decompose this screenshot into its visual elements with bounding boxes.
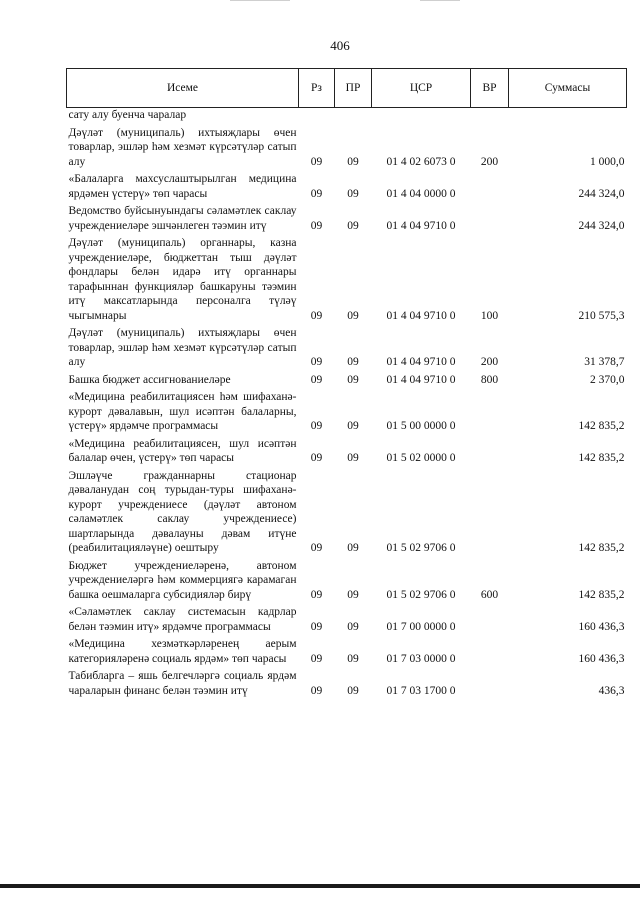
row-rz: 09 xyxy=(310,652,323,665)
row-sum xyxy=(509,108,627,124)
row-rz: 09 xyxy=(310,373,323,386)
row-csr: 01 7 03 1700 0 xyxy=(386,684,456,697)
row-pr: 09 xyxy=(347,684,359,697)
row-pr: 09 xyxy=(347,219,359,232)
table-row xyxy=(67,635,627,667)
row-vr xyxy=(471,635,509,667)
row-name: «Балаларга махсуслаштырылган медицина ярдәмен үстерү» төп чарасы xyxy=(68,173,297,200)
column-header-pr: ПР xyxy=(335,69,372,108)
row-vr xyxy=(471,202,509,234)
column-header-csr: ЦСР xyxy=(372,69,471,108)
row-vr xyxy=(471,467,509,557)
table-row xyxy=(67,667,627,699)
budget-table xyxy=(66,68,627,699)
row-csr: 01 4 02 6073 0 xyxy=(386,155,456,168)
row-rz: 09 xyxy=(310,620,323,633)
row-vr: 200 xyxy=(480,155,499,168)
row-sum: 436,3 xyxy=(598,684,625,697)
row-sum: 244 324,0 xyxy=(578,187,625,200)
row-rz: 09 xyxy=(310,452,323,464)
row-name: «Медицина хезмәткәрләренең аерым категорияләренә социаль ярдәм» төп чарасы xyxy=(68,638,297,665)
row-vr: 100 xyxy=(480,309,499,322)
table-row xyxy=(67,603,627,635)
table-row xyxy=(67,108,627,124)
column-header-vr: ВР xyxy=(471,69,509,108)
table-row xyxy=(67,202,627,234)
row-csr: 01 7 00 0000 0 xyxy=(386,620,456,633)
row-pr: 09 xyxy=(347,652,359,665)
table-row xyxy=(67,371,627,389)
column-header-name: Исеме xyxy=(67,69,299,108)
row-sum: 244 324,0 xyxy=(578,219,625,232)
table-row xyxy=(67,170,627,202)
row-rz xyxy=(299,108,335,124)
row-pr: 09 xyxy=(347,588,359,601)
row-sum: 142 835,2 xyxy=(578,588,625,601)
row-name: «Медицина реабилитациясен, шул исәптән балалар өчен, үстерү» төп чарасы xyxy=(68,437,297,464)
table-row xyxy=(67,124,627,171)
row-pr: 09 xyxy=(347,620,359,633)
column-header-sum: Суммасы xyxy=(509,69,627,108)
row-csr: 01 4 04 0000 0 xyxy=(386,187,456,200)
row-name: Ведомство буйсынуындагы сәламәтлек саклау учреждениеләре эшчәнлеген тәэмин итү xyxy=(68,205,297,232)
row-csr: 01 5 02 9706 0 xyxy=(386,588,456,601)
row-pr: 09 xyxy=(347,187,359,200)
row-pr: 09 xyxy=(347,452,359,464)
row-name: «Медицина реабилитациясен һәм шифаханә-курорт дәвалавын, шул исәптән балаларны, үстерү» ярдәмче программасы xyxy=(68,391,297,432)
row-rz: 09 xyxy=(310,684,323,697)
row-rz: 09 xyxy=(310,420,323,432)
table-row xyxy=(67,234,627,324)
row-csr: 01 4 04 9710 0 xyxy=(386,373,456,386)
row-name: Табибларга – яшь белгечләргә социаль ярдәм чараларын финанс белән тәэмин итү xyxy=(68,670,297,697)
table-row xyxy=(67,435,627,467)
row-name: Дәүләт (муниципаль) органнары, казна учреждениеләре, бюджеттан тыш дәүләт фондлары белән идарә итү органнары тарафыннан функцияләр башкаруны тәэмин итү максатларында персоналга түләү чыгымнары xyxy=(68,237,297,322)
row-name: сату алу буенча чаралар xyxy=(68,109,187,121)
row-sum: 1 000,0 xyxy=(590,155,625,168)
row-vr: 600 xyxy=(480,588,499,601)
table-header-row xyxy=(67,69,627,108)
row-csr: 01 5 02 0000 0 xyxy=(386,452,456,464)
row-pr: 09 xyxy=(347,155,359,168)
row-name: Башка бюджет ассигнованиеләре xyxy=(68,373,231,386)
column-header-rz: Рз xyxy=(299,69,335,108)
row-csr xyxy=(372,108,471,124)
row-sum: 160 436,3 xyxy=(578,620,625,633)
row-vr: 200 xyxy=(480,356,499,368)
row-rz: 09 xyxy=(310,542,323,554)
row-rz: 09 xyxy=(310,219,323,232)
row-vr xyxy=(471,108,509,124)
row-rz: 09 xyxy=(310,309,323,322)
bottom-border-rule xyxy=(0,884,640,888)
row-csr: 01 7 03 0000 0 xyxy=(386,652,456,665)
row-name: Бюджет учреждениеләренә, автоном учреждениеләргә һәм коммерциягә карамаган башка оешмаларга субсидияләр бирү xyxy=(68,559,297,601)
row-csr: 01 5 00 0000 0 xyxy=(386,420,456,432)
row-name: Дәүләт (муниципаль) ихтыяҗлары өчен товарлар, эшләр һәм хезмәт күрсәтүләр сатып алу xyxy=(68,126,297,168)
table-row xyxy=(67,388,627,435)
row-sum: 142 835,2 xyxy=(578,542,625,554)
table-row xyxy=(67,557,627,604)
row-pr: 09 xyxy=(347,356,359,368)
row-pr: 09 xyxy=(347,542,359,554)
row-rz: 09 xyxy=(310,187,323,200)
row-rz: 09 xyxy=(310,588,323,601)
row-vr xyxy=(471,603,509,635)
row-pr: 09 xyxy=(347,420,359,432)
row-sum: 142 835,2 xyxy=(578,420,625,432)
row-vr: 800 xyxy=(480,373,499,386)
page-number: 406 xyxy=(330,38,350,53)
table-row xyxy=(67,324,627,371)
row-vr xyxy=(471,388,509,435)
row-sum: 160 436,3 xyxy=(578,652,625,665)
row-name: Дәүләт (муниципаль) ихтыяҗлары өчен товарлар, эшләр һәм хезмәт күрсәтүләр сатып алу xyxy=(68,327,297,368)
row-name: Эшләүче гражданнарны стационар дәваланудан соң турыдан-туры шифаханә-курорт учреждениесе (дәүләт автоном сәламәтлек саклау учреждениесе) шартларында дәвалауны дәвам итүне (реабилитацияләүне) оештыру xyxy=(68,469,297,554)
row-pr xyxy=(335,108,372,124)
row-sum: 31 378,7 xyxy=(584,356,625,368)
row-name: «Сәламәтлек саклау системасын кадрлар белән тәэмин итү» ярдәмче программасы xyxy=(68,606,297,633)
row-csr: 01 4 04 9710 0 xyxy=(386,309,456,322)
row-rz: 09 xyxy=(310,356,323,368)
row-rz: 09 xyxy=(310,155,323,168)
row-csr: 01 4 04 9710 0 xyxy=(386,219,456,232)
row-pr: 09 xyxy=(347,373,359,386)
row-pr: 09 xyxy=(347,309,359,322)
table-row xyxy=(67,467,627,557)
row-vr xyxy=(471,435,509,467)
row-csr: 01 4 04 9710 0 xyxy=(386,356,456,368)
row-sum: 2 370,0 xyxy=(590,373,625,386)
row-csr: 01 5 02 9706 0 xyxy=(386,542,456,554)
row-sum: 210 575,3 xyxy=(578,309,625,322)
row-vr xyxy=(471,170,509,202)
row-vr xyxy=(471,667,509,699)
row-sum: 142 835,2 xyxy=(578,452,625,464)
